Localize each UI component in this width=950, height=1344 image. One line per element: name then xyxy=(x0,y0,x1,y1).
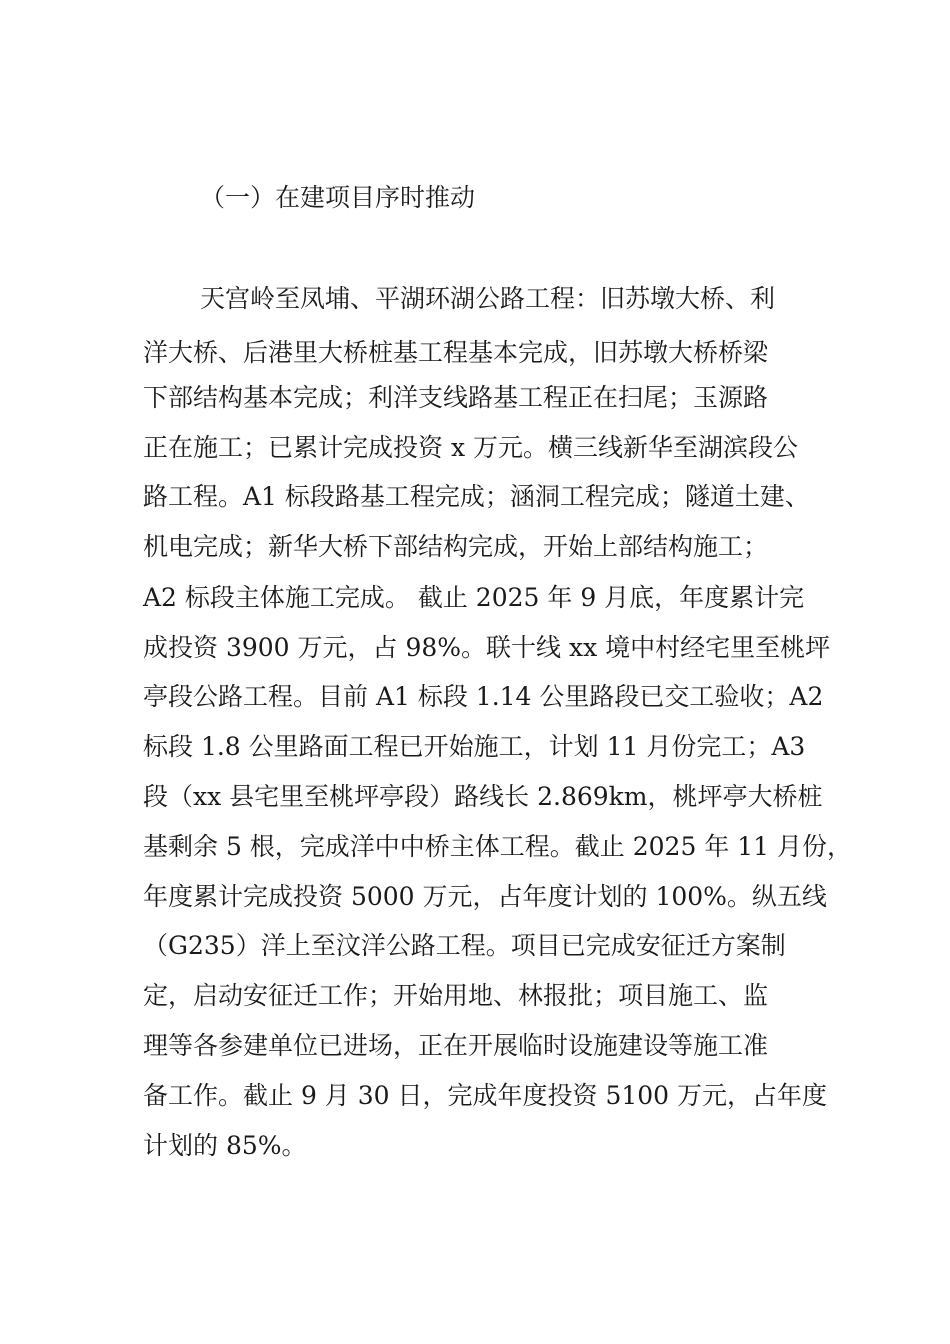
paragraph-line: 段（xx 县宅里至桃坪亭段）路线长 2.869km，桃坪亭大桥桩 xyxy=(143,782,823,811)
paragraph-line: 标段 1.8 公里路面工程已开始施工，计划 11 月份完工；A3 xyxy=(143,732,806,761)
paragraph-line: 定，启动安征迁工作；开始用地、林报批；项目施工、监 xyxy=(143,981,769,1010)
paragraph-line: 年度累计完成投资 5000 万元，占年度计划的 100%。纵五线 xyxy=(143,882,827,911)
paragraph-line: 天宫岭至凤埔、平湖环湖公路工程：旧苏墩大桥、利 xyxy=(200,284,776,313)
paragraph-line: 亭段公路工程。目前 A1 标段 1.14 公里路段已交工验收；A2 xyxy=(143,682,824,711)
paragraph-line: 下部结构基本完成；利洋支线路基工程正在扫尾；玉源路 xyxy=(143,383,769,412)
paragraph-line: 洋大桥、后港里大桥桩基工程基本完成，旧苏墩大桥桥梁 xyxy=(143,338,769,367)
paragraph-line: 备工作。截止 9 月 30 日，完成年度投资 5100 万元，占年度 xyxy=(143,1081,828,1110)
paragraph-line: 机电完成；新华大桥下部结构完成，开始上部结构施工； xyxy=(143,532,769,561)
paragraph-line: 路工程。A1 标段路基工程完成；涵洞工程完成；隧道土建、 xyxy=(143,482,810,511)
paragraph-line: 理等各参建单位已进场，正在开展临时设施建设等施工准 xyxy=(143,1031,769,1060)
paragraph-line: （G235）洋上至汶洋公路工程。项目已完成安征迁方案制 xyxy=(143,931,786,960)
paragraph-line: 成投资 3900 万元，占 98%。联十线 xx 境中村经宅里至桃坪 xyxy=(143,633,831,662)
paragraph-line: A2 标段主体施工完成。 截止 2025 年 9 月底，年度累计完 xyxy=(143,583,805,612)
paragraph-line: 计划的 85%。 xyxy=(143,1131,307,1160)
paragraph-line: 正在施工；已累计完成投资 x 万元。横三线新华至湖滨段公 xyxy=(143,433,798,462)
paragraph-line: 基剩余 5 根，完成洋中中桥主体工程。截止 2025 年 11 月份， xyxy=(143,832,853,861)
section-heading: （一）在建项目序时推动 xyxy=(200,183,476,212)
